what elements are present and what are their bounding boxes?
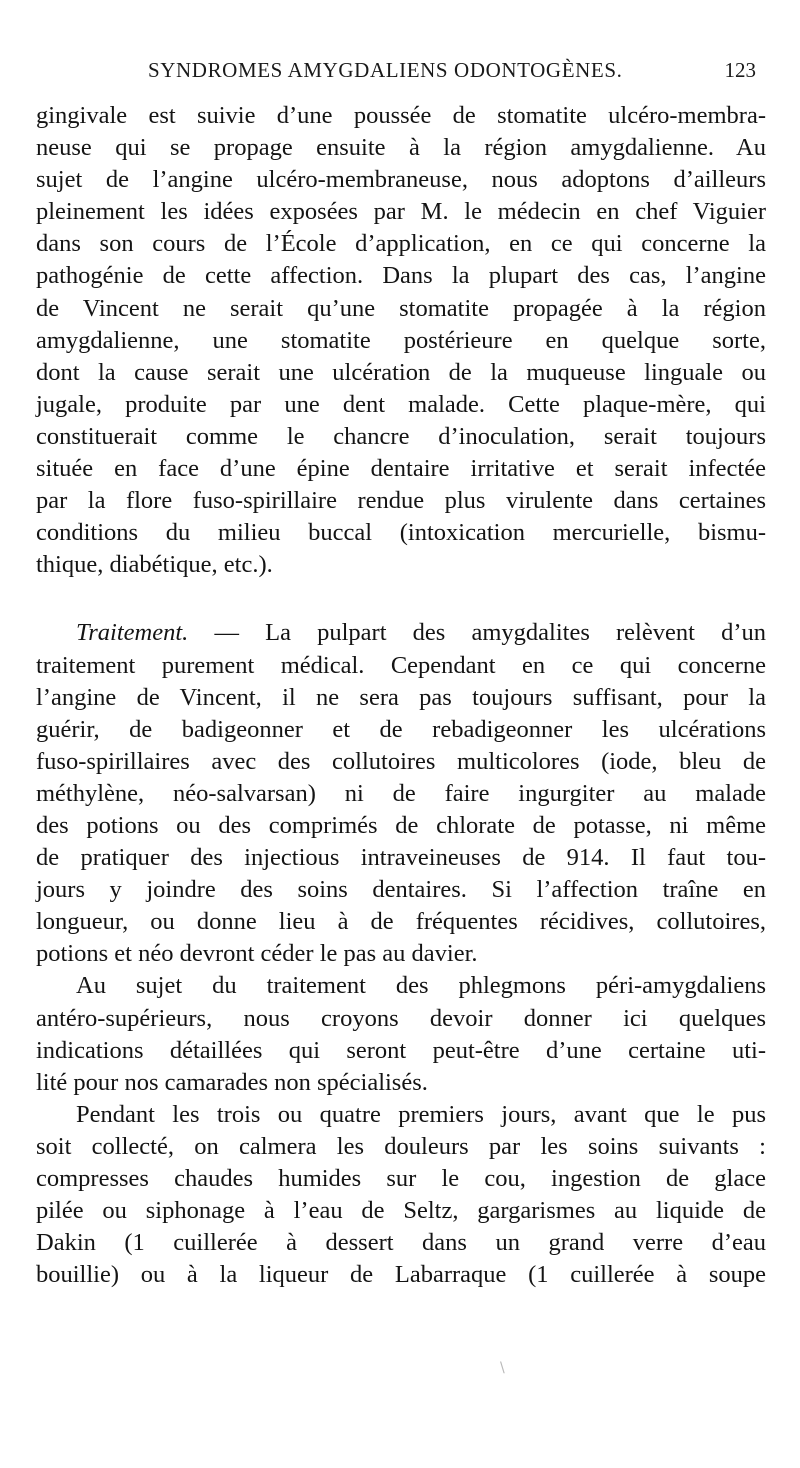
text-line: antéro-supérieurs, nous croyons devoir donner ici quelques <box>36 1004 766 1032</box>
text-line: de Vincent ne serait qu’une stomatite propagée à la région <box>36 294 766 322</box>
text-line: sujet de l’angine ulcéro-membraneuse, nous adoptons d’ailleurs <box>36 166 766 194</box>
text-line: thique, diabétique, etc.). <box>36 551 273 579</box>
body-text <box>36 100 766 1291</box>
text-line: amygdalienne, une stomatite postérieure en quelque sorte, <box>36 326 766 354</box>
paragraph <box>36 1099 766 1292</box>
page-number: 123 <box>724 58 756 82</box>
text-line: compresses chaudes humides sur le cou, ingestion de glace <box>36 1165 766 1192</box>
paper-speck: \ <box>500 1360 505 1376</box>
text-line: constituerait comme le chancre d’inoculation, serait toujours <box>36 422 766 450</box>
text-line <box>36 617 766 649</box>
text-line: fuso-spirillaires avec des collutoires multicolores (iode, bleu de <box>36 747 766 775</box>
paragraph <box>36 617 766 970</box>
text-line: jugale, produite par une dent malade. Cette plaque-mère, qui <box>36 390 766 418</box>
text-line: des potions ou des comprimés de chlorate de potasse, ni même <box>36 811 766 839</box>
text-line: Au sujet du traitement des phlegmons péri-amygdaliens <box>76 972 766 1000</box>
text-line: lité pour nos camarades non spécialisés. <box>36 1068 428 1096</box>
text-line: traitement purement médical. Cependant en ce qui concerne <box>36 651 766 679</box>
text-line: guérir, de badigeonner et de rebadigeonner les ulcérations <box>36 715 766 743</box>
text-line: méthylène, néo-salvarsan) ni de faire ingurgiter au malade <box>36 779 766 807</box>
text-line: de pratiquer des injectious intraveineuses de 914. Il faut tou- <box>36 844 766 872</box>
text-line: dans son cours de l’École d’application, en ce qui concerne la <box>36 230 766 258</box>
text-line: Dakin (1 cuillerée à dessert dans un grand verre d’eau <box>36 1229 766 1257</box>
text-line: longueur, ou donne lieu à de fréquentes récidives, collutoires, <box>36 908 766 936</box>
text-line: pleinement les idées exposées par M. le médecin en chef Viguier <box>36 198 766 226</box>
text-line: l’angine de Vincent, il ne sera pas toujours suffisant, pour la <box>36 683 766 711</box>
text-line: potions et néo devront céder le pas au davier. <box>36 940 478 968</box>
text-line: par la flore fuso-spirillaire rendue plus virulente dans certaines <box>36 487 766 515</box>
text-line: soit collecté, on calmera les douleurs par les soins suivants : <box>36 1132 766 1160</box>
paragraph <box>36 100 766 581</box>
text-line: bouillie) ou à la liqueur de Labarraque (1 cuillerée à soupe <box>36 1261 766 1289</box>
text-line: jours y joindre des soins dentaires. Si l’affection traîne en <box>36 876 766 904</box>
text-line: pathogénie de cette affection. Dans la plupart des cas, l’angine <box>36 262 766 290</box>
page-header <box>40 58 760 92</box>
section-heading-italic: Traitement. <box>76 619 189 647</box>
text-line: Pendant les trois ou quatre premiers jours, avant que le pus <box>76 1100 766 1128</box>
paragraph-gap <box>36 581 766 617</box>
text-line: située en face d’une épine dentaire irritative et serait infectée <box>36 455 766 483</box>
text-run: — La pulpart des amygdalites relèvent d’un <box>188 619 766 647</box>
text-line: pilée ou siphonage à l’eau de Seltz, gargarismes au liquide de <box>36 1197 766 1225</box>
text-line: dont la cause serait une ulcération de la muqueuse linguale ou <box>36 358 766 386</box>
text-line: neuse qui se propage ensuite à la région amygdalienne. Au <box>36 134 766 162</box>
paragraph <box>36 970 766 1098</box>
text-line: indications détaillées qui seront peut-être d’une certaine uti- <box>36 1036 766 1064</box>
running-title: SYNDROMES AMYGDALIENS ODONTOGÈNES. <box>148 58 623 82</box>
text-line: conditions du milieu buccal (intoxication mercurielle, bismu- <box>36 519 766 547</box>
text-line: gingivale est suivie d’une poussée de stomatite ulcéro-membra- <box>36 102 766 129</box>
